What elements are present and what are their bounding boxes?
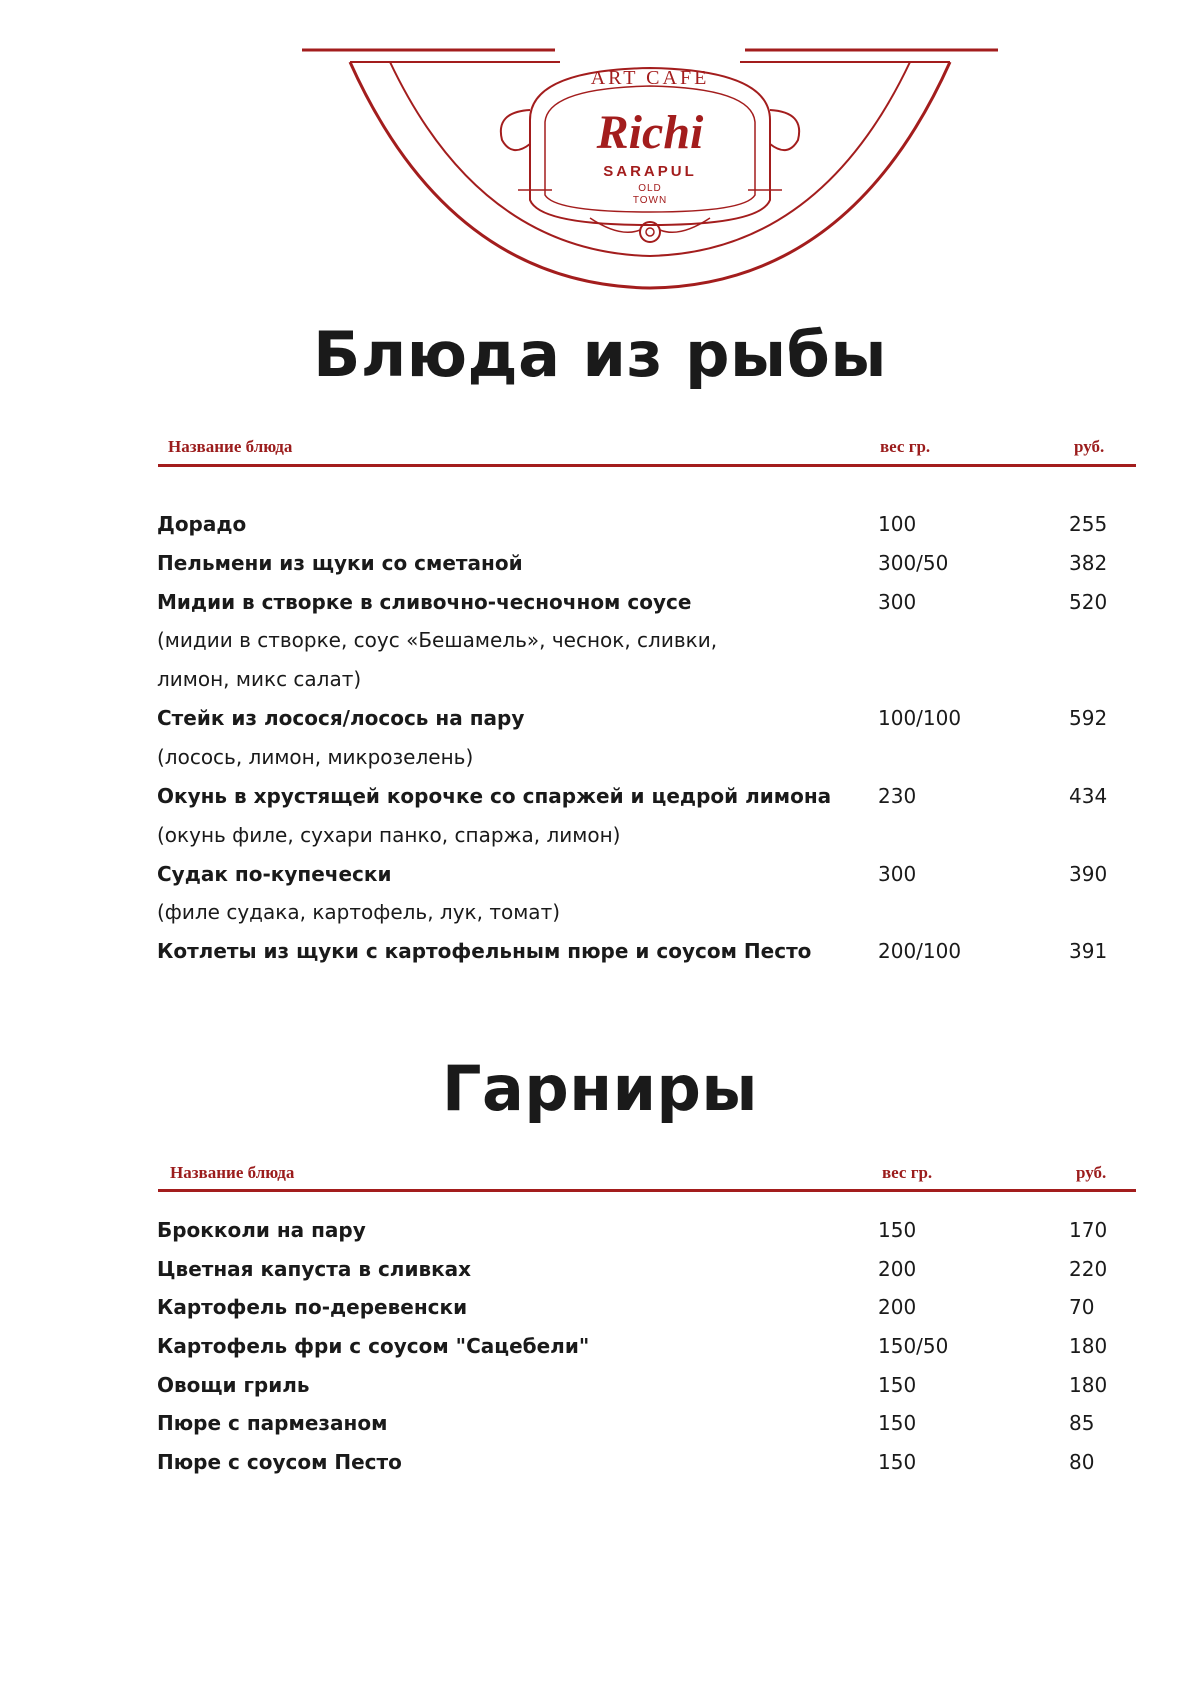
menu-item-row (0, 1257, 1200, 1295)
dish-description: (лосось, лимон, микрозелень) (157, 745, 474, 769)
dish-weight: 100/100 (878, 706, 962, 730)
svg-text:OLD (638, 183, 662, 194)
dish-description-row (0, 667, 1200, 705)
menu-item-row (0, 551, 1200, 589)
dish-name: Судак по-купечески (157, 862, 392, 886)
cafe-logo (290, 40, 1010, 300)
dish-weight: 300/50 (878, 551, 949, 575)
menu-item-row (0, 706, 1200, 744)
dish-weight: 150 (878, 1450, 917, 1474)
menu-item-row (0, 1450, 1200, 1488)
dish-weight: 150/50 (878, 1334, 949, 1358)
menu-item-row (0, 862, 1200, 900)
dish-description-row (0, 900, 1200, 938)
dish-price: 592 (1069, 706, 1108, 730)
dish-price: 255 (1069, 512, 1108, 536)
dish-name: Картофель по-деревенски (157, 1295, 468, 1319)
dish-weight: 300 (878, 862, 917, 886)
logo-tagline-1: OLD (638, 183, 662, 194)
svg-text:TOWN (633, 195, 667, 206)
dish-name: Пюре с соусом Песто (157, 1450, 402, 1474)
dish-price: 382 (1069, 551, 1108, 575)
dish-name: Пюре с пармезаном (157, 1411, 388, 1435)
dish-price: 391 (1069, 939, 1108, 963)
dish-description: (окунь филе, сухари панко, спаржа, лимон) (157, 823, 621, 847)
dish-price: 180 (1069, 1373, 1108, 1397)
fish-header-divider (158, 464, 1136, 467)
dish-name: Котлеты из щуки с картофельным пюре и соусом Песто (157, 939, 812, 963)
dish-price: 85 (1069, 1411, 1095, 1435)
dish-name: Картофель фри с соусом "Сацебели" (157, 1334, 590, 1358)
sides-header-name: Название блюда (170, 1163, 295, 1182)
sides-header-divider (158, 1189, 1136, 1192)
svg-text:SARAPUL (603, 163, 697, 180)
logo-brand: Richi (596, 106, 704, 159)
dish-weight: 150 (878, 1411, 917, 1435)
dish-name: Цветная капуста в сливках (157, 1257, 472, 1281)
dish-price: 220 (1069, 1257, 1108, 1281)
menu-item-row (0, 1295, 1200, 1333)
fish-header-name: Название блюда (168, 437, 293, 456)
logo-city: SARAPUL (603, 163, 697, 180)
dish-name: Брокколи на пару (157, 1218, 366, 1242)
dish-weight: 200 (878, 1257, 917, 1281)
dish-name: Стейк из лосося/лосось на пару (157, 706, 525, 730)
menu-item-row (0, 1218, 1200, 1256)
menu-item-row (0, 939, 1200, 977)
dish-weight: 230 (878, 784, 917, 808)
svg-text:Richi (596, 106, 704, 159)
dish-price: 80 (1069, 1450, 1095, 1474)
dish-weight: 200/100 (878, 939, 962, 963)
dish-description-row (0, 823, 1200, 861)
dish-weight: 100 (878, 512, 917, 536)
svg-text:ART CAFE (591, 67, 710, 89)
dish-weight: 150 (878, 1373, 917, 1397)
fish-section-title: Блюда из рыбы (313, 318, 887, 391)
logo-tagline-2: TOWN (632, 195, 668, 206)
dish-description-row (0, 745, 1200, 783)
dish-description: (мидии в створке, соус «Бешамель», чеснок, сливки, (157, 628, 718, 652)
dish-price: 70 (1069, 1295, 1095, 1319)
dish-name: Пельмени из щуки со сметаной (157, 551, 523, 575)
dish-description-row (0, 628, 1200, 666)
sides-section-title: Гарниры (442, 1052, 758, 1125)
dish-weight: 300 (878, 590, 917, 614)
menu-item-row (0, 1411, 1200, 1449)
fish-header-weight: вес гр. (880, 437, 931, 456)
menu-item-row (0, 1373, 1200, 1411)
dish-name: Мидии в створке в сливочно-чесночном соусе (157, 590, 692, 614)
menu-item-row (0, 784, 1200, 822)
menu-item-row (0, 1334, 1200, 1372)
dish-description: лимон, микс салат) (157, 667, 362, 691)
fish-header-price: руб. (1074, 437, 1105, 456)
menu-item-row (0, 590, 1200, 628)
sides-header-weight: вес гр. (882, 1163, 933, 1182)
sides-header-price: руб. (1076, 1163, 1107, 1182)
dish-price: 390 (1069, 862, 1108, 886)
dish-name: Дорадо (157, 512, 247, 536)
dish-price: 180 (1069, 1334, 1108, 1358)
menu-item-row (0, 512, 1200, 550)
dish-weight: 200 (878, 1295, 917, 1319)
dish-description: (филе судака, картофель, лук, томат) (157, 900, 561, 924)
dish-price: 434 (1069, 784, 1108, 808)
dish-weight: 150 (878, 1218, 917, 1242)
logo-top-text: ART CAFE (590, 67, 710, 89)
dish-name: Окунь в хрустящей корочке со спаржей и цедрой лимона (157, 784, 832, 808)
dish-name: Овощи гриль (157, 1373, 310, 1397)
dish-price: 520 (1069, 590, 1108, 614)
dish-price: 170 (1069, 1218, 1108, 1242)
